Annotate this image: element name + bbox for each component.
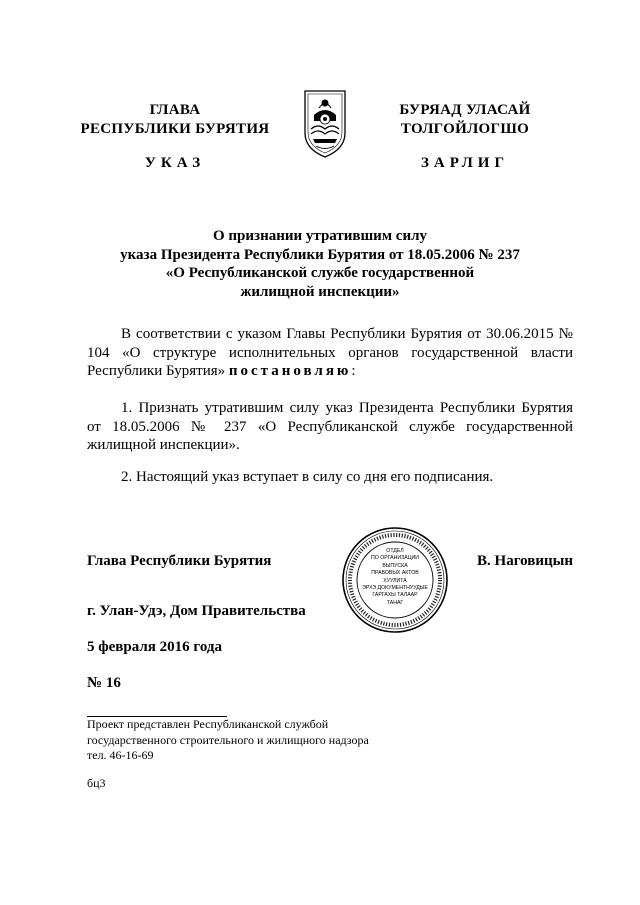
footer-line1: Проект представлен Республиканской службой	[87, 717, 329, 731]
item-1-paragraph	[87, 399, 573, 455]
decree-number: № 16	[87, 675, 121, 691]
header-left-doc-type: УКАЗ	[144, 155, 206, 171]
title-line1: О признании утратившим силу	[213, 228, 427, 244]
stamp-line: ТАНАГ	[386, 599, 404, 606]
header-right-line1: БУРЯАД УЛАСАЙ	[399, 102, 531, 118]
item-1-text: 1. Признать утратившим силу указ Президента Республики Бурятия от 18.05.2006 № 237 «О Республиканской службе государственной жилищной инспекции».	[87, 400, 573, 453]
stamp-line: ХУУЛИТА	[383, 577, 407, 584]
header-right-line2: ТОЛГОЙЛОГШО	[400, 121, 530, 137]
intro-text: В соответствии с указом Главы Республики Бурятия от 30.06.2015 № 104 «О структуре исполнительных органов государственной власти Республики Бурятия»	[87, 326, 573, 379]
footer-line2: государственного строительного и жилищного надзора	[87, 732, 369, 747]
stamp-line: ПРАВОВЫХ АКТОВ	[371, 570, 419, 577]
intro-paragraph	[87, 325, 573, 381]
header-left-line1: ГЛАВА	[149, 102, 201, 118]
title-line4: жилищной инспекции»	[240, 283, 400, 300]
stamp-line: ВЫПУСКА	[382, 562, 408, 569]
signing-date: 5 февраля 2016 года	[87, 639, 222, 655]
stamp-text	[357, 548, 433, 607]
stamp-line: ЭРХЭ ДОКУМЕНТНУУДЫЕ	[362, 585, 428, 592]
signatory-name: В. Наговицын	[477, 553, 573, 569]
stamp-line: ГАРГАХЫ ТАЛААР	[372, 592, 418, 599]
item-2-text: 2. Настоящий указ вступает в силу со дня его подписания.	[121, 469, 494, 485]
decree-word: постановляю	[228, 363, 352, 379]
title-line2: указа Президента Республики Бурятия от 18.05.2006 № 237	[120, 246, 520, 263]
stamp-line: ОТДЕЛ	[386, 548, 404, 554]
title-line3: «О Республиканской службе государственной	[165, 265, 475, 281]
decree-title	[120, 227, 520, 301]
header-right-doc-type: ЗАРЛИГ	[420, 155, 510, 171]
document-code: бц3	[87, 776, 106, 790]
item-2-paragraph	[87, 468, 573, 487]
signing-place: г. Улан-Удэ, Дом Правительства	[87, 603, 306, 619]
signatory-position: Глава Республики Бурятия	[87, 553, 272, 569]
header-left-line2: РЕСПУБЛИКИ БУРЯТИЯ	[80, 121, 270, 137]
intro-end: :	[351, 363, 356, 379]
footer-note	[87, 717, 369, 764]
coat-of-arms-icon	[302, 89, 348, 159]
header-right	[370, 101, 560, 139]
stamp-line: ПО ОРГАНИЗАЦИИ	[371, 555, 419, 562]
header-left	[80, 101, 270, 139]
footer-line3: тел. 46-16-69	[87, 748, 154, 762]
official-stamp-icon	[340, 525, 450, 635]
